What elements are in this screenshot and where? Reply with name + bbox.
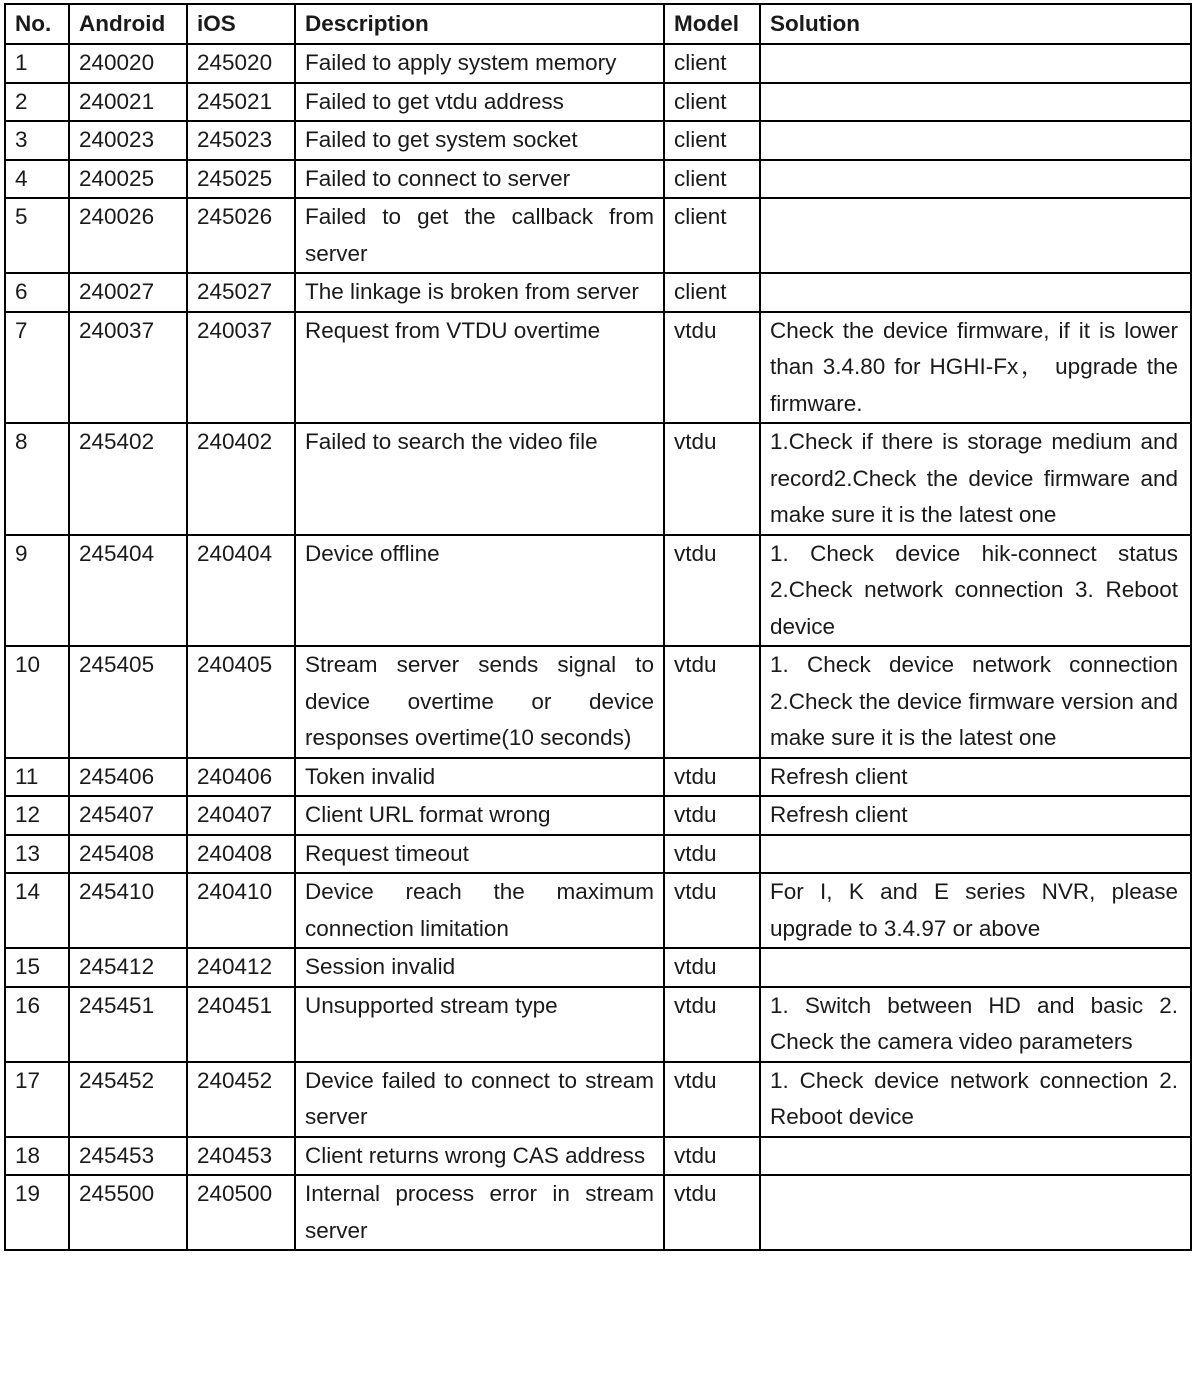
cell-android-code: 240027 [69, 273, 187, 312]
header-solution: Solution [760, 4, 1191, 44]
table-row [5, 1175, 1191, 1250]
cell-model: client [664, 273, 760, 312]
table-row [5, 423, 1191, 535]
cell-ios-code: 240451 [187, 987, 295, 1062]
cell-description: Failed to get the callback from server [295, 198, 664, 273]
cell-ios-code: 240410 [187, 873, 295, 948]
cell-solution [760, 198, 1191, 273]
cell-no: 13 [5, 835, 69, 874]
cell-model: vtdu [664, 796, 760, 835]
cell-description: Internal process error in stream server [295, 1175, 664, 1250]
cell-solution: 1.Check if there is storage medium and record2.Check the device firmware and make sure it is the latest one [760, 423, 1191, 535]
cell-android-code: 240026 [69, 198, 187, 273]
cell-ios-code: 240453 [187, 1137, 295, 1176]
header-description: Description [295, 4, 664, 44]
header-ios: iOS [187, 4, 295, 44]
cell-no: 8 [5, 423, 69, 535]
cell-solution [760, 83, 1191, 122]
cell-model: client [664, 44, 760, 83]
cell-model: vtdu [664, 312, 760, 424]
table-row [5, 796, 1191, 835]
cell-ios-code: 245025 [187, 160, 295, 199]
cell-solution [760, 948, 1191, 987]
cell-description: Request timeout [295, 835, 664, 874]
table-row [5, 312, 1191, 424]
cell-model: vtdu [664, 835, 760, 874]
cell-description: Client URL format wrong [295, 796, 664, 835]
cell-solution [760, 160, 1191, 199]
cell-solution: For I, K and E series NVR, please upgrade to 3.4.97 or above [760, 873, 1191, 948]
table-row [5, 535, 1191, 647]
cell-solution: 1. Switch between HD and basic 2. Check the camera video parameters [760, 987, 1191, 1062]
cell-solution: 1. Check device hik-connect status 2.Check network connection 3. Reboot device [760, 535, 1191, 647]
cell-model: client [664, 198, 760, 273]
cell-no: 1 [5, 44, 69, 83]
header-model: Model [664, 4, 760, 44]
cell-no: 11 [5, 758, 69, 797]
cell-no: 12 [5, 796, 69, 835]
cell-description: Failed to connect to server [295, 160, 664, 199]
cell-ios-code: 240037 [187, 312, 295, 424]
cell-description: The linkage is broken from server [295, 273, 664, 312]
cell-description: Failed to search the video file [295, 423, 664, 535]
cell-description: Session invalid [295, 948, 664, 987]
cell-android-code: 245452 [69, 1062, 187, 1137]
cell-solution: 1. Check device network connection 2. Reboot device [760, 1062, 1191, 1137]
cell-solution [760, 121, 1191, 160]
cell-ios-code: 245021 [187, 83, 295, 122]
cell-no: 10 [5, 646, 69, 758]
cell-ios-code: 240405 [187, 646, 295, 758]
cell-solution: Refresh client [760, 758, 1191, 797]
cell-solution [760, 1175, 1191, 1250]
cell-model: client [664, 121, 760, 160]
cell-android-code: 240021 [69, 83, 187, 122]
table-row [5, 835, 1191, 874]
cell-android-code: 245451 [69, 987, 187, 1062]
cell-ios-code: 245027 [187, 273, 295, 312]
cell-android-code: 240037 [69, 312, 187, 424]
table-header [5, 4, 1191, 44]
cell-android-code: 245406 [69, 758, 187, 797]
cell-description: Failed to get system socket [295, 121, 664, 160]
header-row [5, 4, 1191, 44]
header-no: No. [5, 4, 69, 44]
cell-solution [760, 273, 1191, 312]
cell-no: 2 [5, 83, 69, 122]
cell-android-code: 245412 [69, 948, 187, 987]
cell-model: vtdu [664, 646, 760, 758]
cell-model: vtdu [664, 873, 760, 948]
cell-no: 5 [5, 198, 69, 273]
cell-solution: Check the device firmware, if it is lower than 3.4.80 for HGHI-Fx， upgrade the firmware. [760, 312, 1191, 424]
table-row [5, 646, 1191, 758]
cell-android-code: 240023 [69, 121, 187, 160]
cell-ios-code: 240407 [187, 796, 295, 835]
error-code-table [4, 3, 1192, 1251]
cell-description: Failed to apply system memory [295, 44, 664, 83]
cell-android-code: 245410 [69, 873, 187, 948]
table-row [5, 948, 1191, 987]
cell-model: vtdu [664, 987, 760, 1062]
cell-no: 6 [5, 273, 69, 312]
header-android: Android [69, 4, 187, 44]
cell-android-code: 245402 [69, 423, 187, 535]
table-row [5, 873, 1191, 948]
cell-solution [760, 44, 1191, 83]
cell-description: Token invalid [295, 758, 664, 797]
cell-solution [760, 1137, 1191, 1176]
cell-no: 4 [5, 160, 69, 199]
cell-model: vtdu [664, 1062, 760, 1137]
table-row [5, 273, 1191, 312]
cell-ios-code: 240406 [187, 758, 295, 797]
cell-no: 19 [5, 1175, 69, 1250]
table-body [5, 44, 1191, 1250]
cell-ios-code: 245023 [187, 121, 295, 160]
cell-ios-code: 240402 [187, 423, 295, 535]
table-row [5, 758, 1191, 797]
cell-model: vtdu [664, 948, 760, 987]
cell-model: client [664, 83, 760, 122]
cell-solution: 1. Check device network connection 2.Check the device firmware version and make sure it is the latest one [760, 646, 1191, 758]
cell-android-code: 240020 [69, 44, 187, 83]
table-row [5, 121, 1191, 160]
cell-solution [760, 835, 1191, 874]
cell-solution: Refresh client [760, 796, 1191, 835]
cell-ios-code: 240500 [187, 1175, 295, 1250]
cell-no: 17 [5, 1062, 69, 1137]
cell-android-code: 245407 [69, 796, 187, 835]
cell-description: Request from VTDU overtime [295, 312, 664, 424]
cell-description: Stream server sends signal to device overtime or device responses overtime(10 seconds) [295, 646, 664, 758]
cell-description: Failed to get vtdu address [295, 83, 664, 122]
cell-no: 16 [5, 987, 69, 1062]
cell-ios-code: 245026 [187, 198, 295, 273]
table-row [5, 160, 1191, 199]
cell-description: Device failed to connect to stream server [295, 1062, 664, 1137]
table-row [5, 1137, 1191, 1176]
table-row [5, 83, 1191, 122]
cell-model: client [664, 160, 760, 199]
table-row [5, 198, 1191, 273]
cell-no: 14 [5, 873, 69, 948]
cell-model: vtdu [664, 758, 760, 797]
table-row [5, 987, 1191, 1062]
cell-android-code: 240025 [69, 160, 187, 199]
cell-description: Unsupported stream type [295, 987, 664, 1062]
cell-model: vtdu [664, 1175, 760, 1250]
cell-ios-code: 240408 [187, 835, 295, 874]
table-row [5, 1062, 1191, 1137]
cell-no: 7 [5, 312, 69, 424]
cell-description: Client returns wrong CAS address [295, 1137, 664, 1176]
cell-ios-code: 240404 [187, 535, 295, 647]
cell-android-code: 245405 [69, 646, 187, 758]
cell-model: vtdu [664, 423, 760, 535]
cell-no: 15 [5, 948, 69, 987]
cell-android-code: 245408 [69, 835, 187, 874]
cell-description: Device offline [295, 535, 664, 647]
cell-android-code: 245500 [69, 1175, 187, 1250]
cell-ios-code: 240452 [187, 1062, 295, 1137]
cell-android-code: 245453 [69, 1137, 187, 1176]
cell-no: 3 [5, 121, 69, 160]
cell-description: Device reach the maximum connection limitation [295, 873, 664, 948]
cell-android-code: 245404 [69, 535, 187, 647]
cell-ios-code: 245020 [187, 44, 295, 83]
cell-model: vtdu [664, 535, 760, 647]
table-row [5, 44, 1191, 83]
cell-no: 9 [5, 535, 69, 647]
cell-model: vtdu [664, 1137, 760, 1176]
cell-ios-code: 240412 [187, 948, 295, 987]
cell-no: 18 [5, 1137, 69, 1176]
